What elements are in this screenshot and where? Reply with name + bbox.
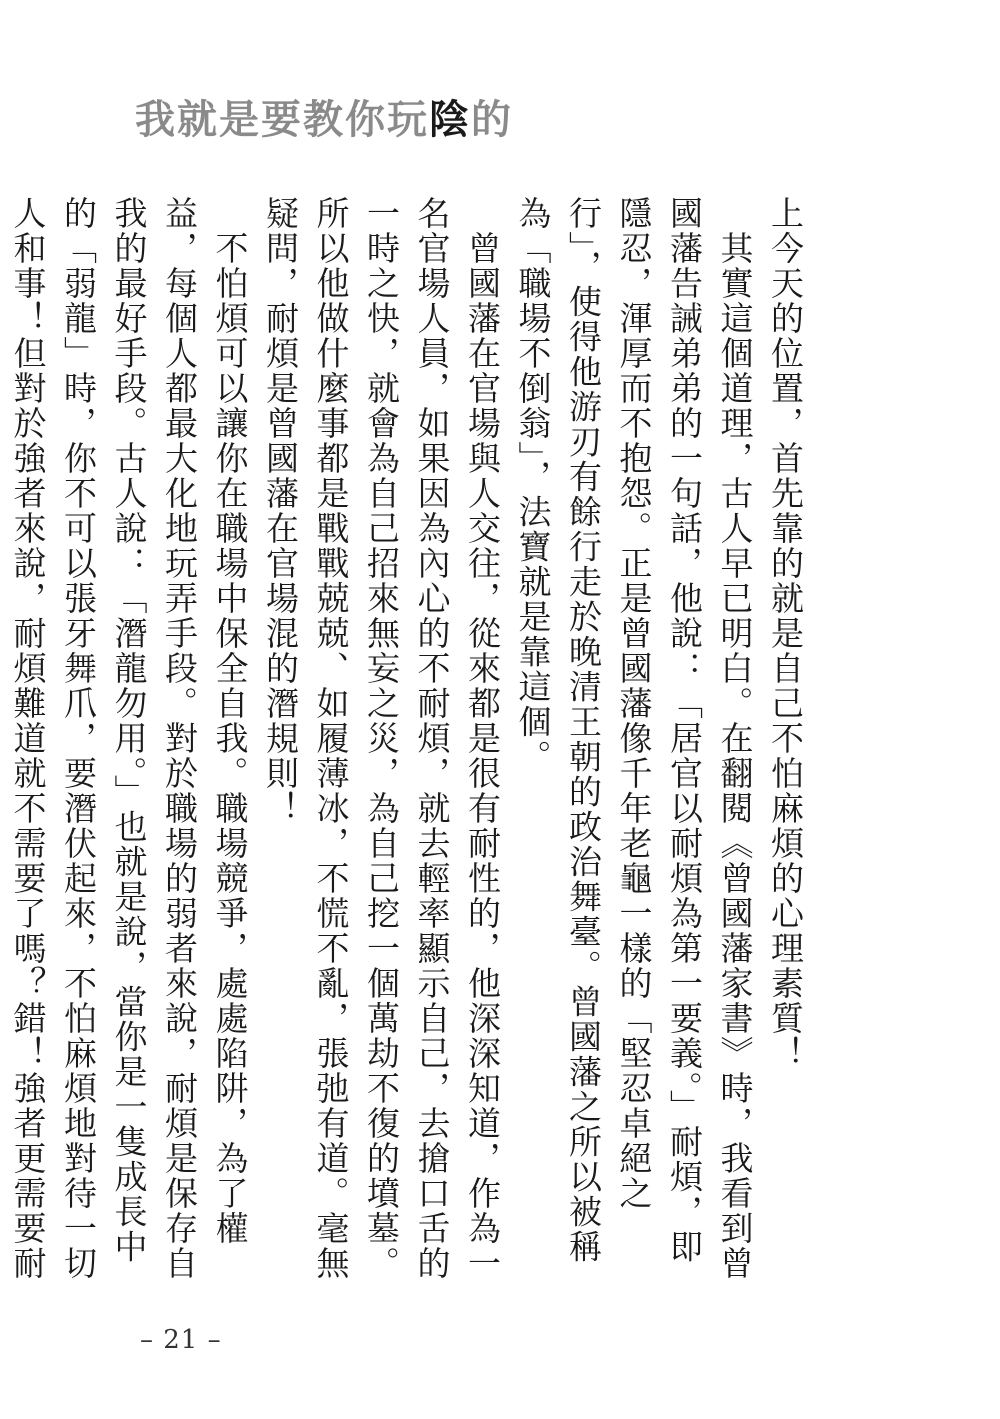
paragraph: 不怕煩可以讓你在職場中保全自我。職場競爭，處處陷阱，為了權益，每個人都最大化地玩弄手段。對於職場的弱者來說，耐煩是保存自我的最好手段。古人說：「潛龍勿用。」也就是說，當你是一隻成長中的「弱龍」時，你不可以張牙舞爪，要潛伏起來，不怕麻煩地對待一切人和事！但對於強者來說，耐煩難道就不需要了嗎？錯！強者更需要耐 (8, 196, 250, 1281)
title-accent-char: 陰 (429, 96, 471, 143)
page-number: – 21 – (140, 1325, 222, 1355)
title-main-text: 我就是要教你玩 (135, 96, 429, 143)
vertical-body-text (0, 196, 810, 1281)
paragraph: 其實這個道理，古人早已明白。在翻閱《曾國藩家書》時，我看到曾國藩告誡弟弟的一句話，他說：「居官以耐煩為第一要義。」耐煩，即隱忍，渾厚而不抱怨。正是曾國藩像千年老龜一樣的「堅忍卓絕之行」，使得他游刃有餘行走於晚清王朝的政治舞臺。曾國藩之所以被稱為「職場不倒翁」，法寶就是靠這個。 (513, 196, 755, 1281)
paragraph-continuation: 上今天的位置，首先靠的就是自己不怕麻煩的心理素質！ (766, 196, 805, 1071)
paragraph: 曾國藩在官場與人交往，從來都是很有耐性的，他深深知道，作為一名官場人員，如果因為內心的不耐煩，就去輕率顯示自己，去搶口舌的一時之快，就會為自己招來無妄之災，為自己挖一個萬劫不復的墳墓。所以他做什麼事都是戰戰兢兢、如履薄冰，不慌不亂，張弛有道。毫無疑問，耐煩是曾國藩在官場混的潛規則！ (261, 196, 502, 1281)
title-tail-text: 的 (471, 96, 513, 143)
running-header-title (135, 88, 513, 145)
